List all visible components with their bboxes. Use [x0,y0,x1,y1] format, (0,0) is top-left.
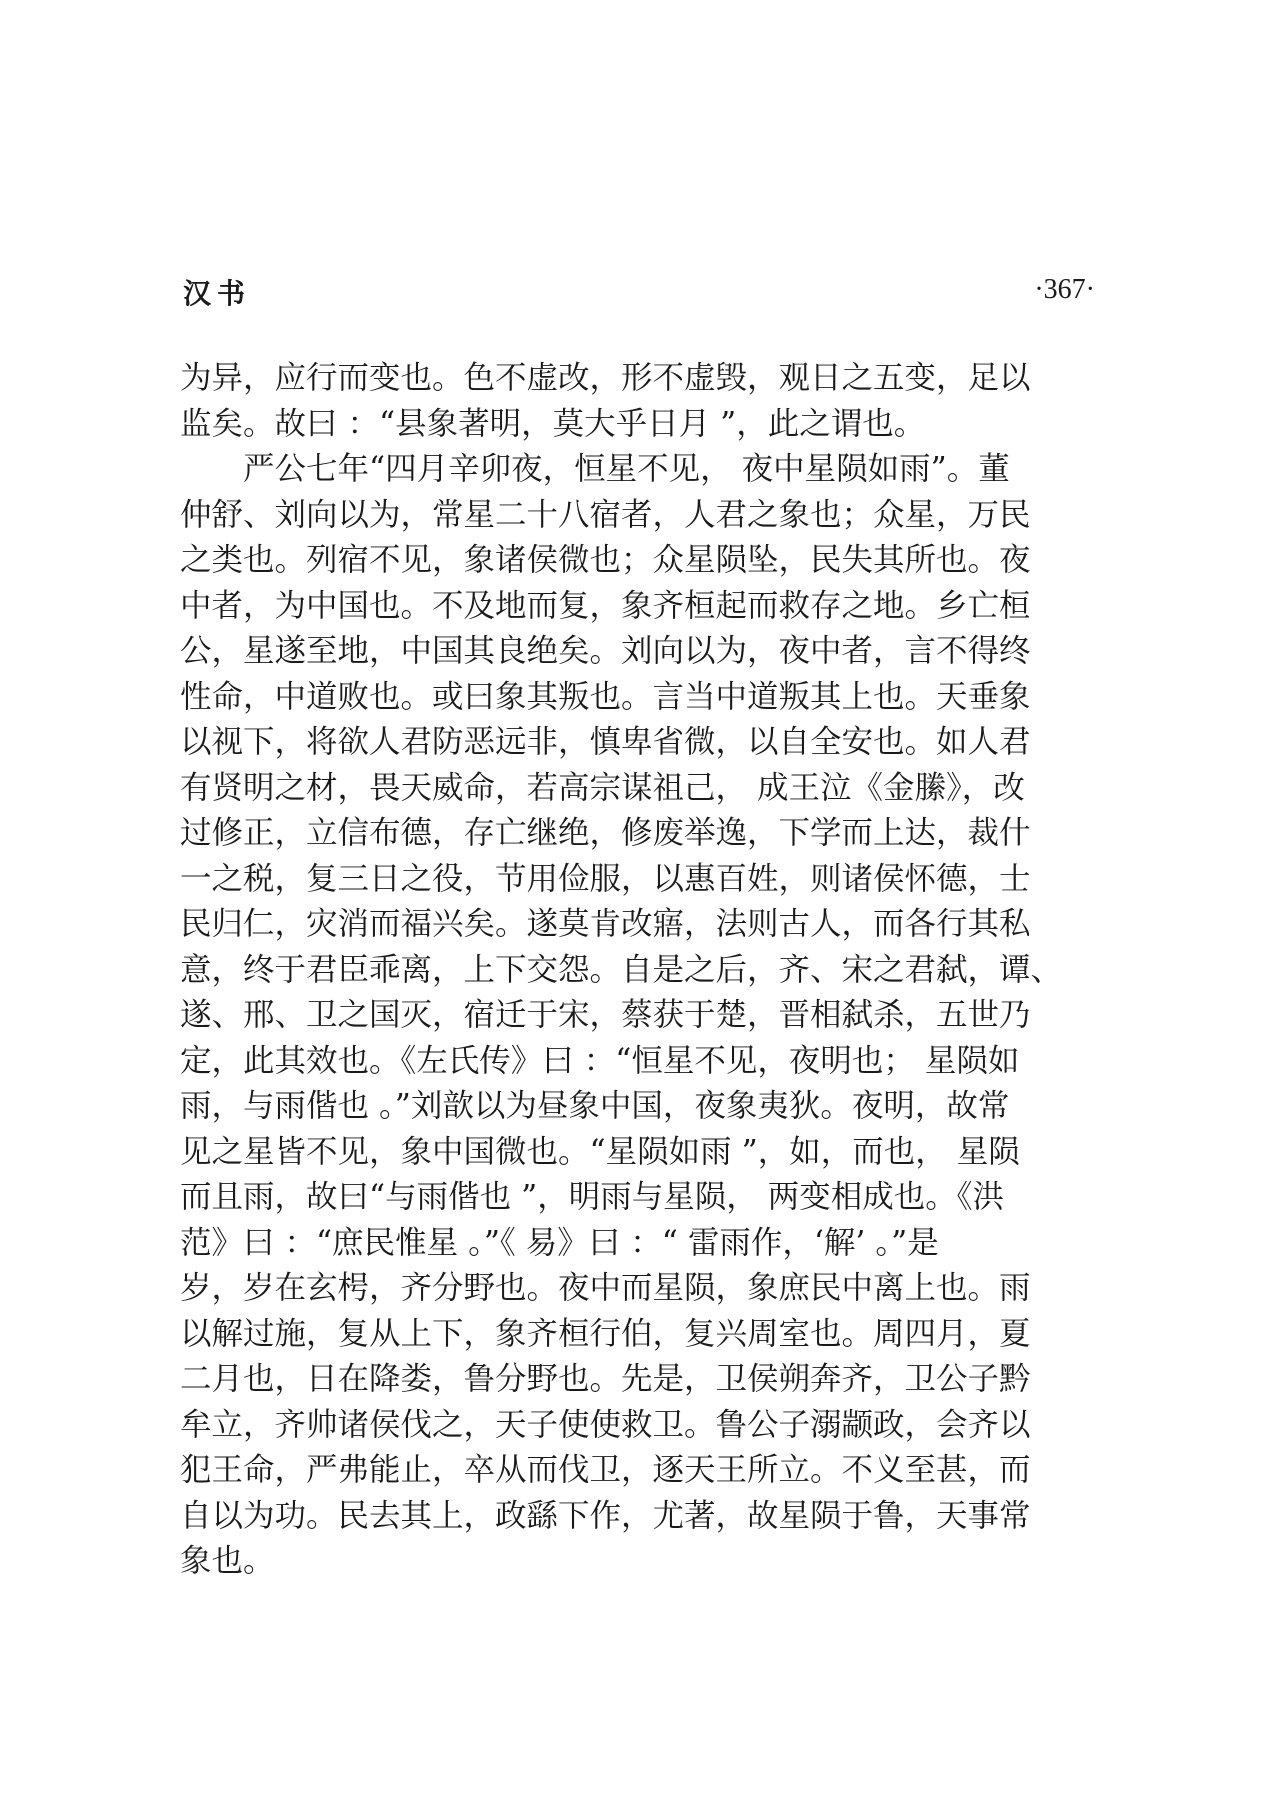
running-header [183,272,1095,312]
text-line: 遂、邢、卫之国灭，宿迁于宋，蔡获于楚，晋相弑杀，五世乃 [180,997,1031,1033]
body-text [180,356,1080,1585]
text-line: 象也。 [180,1543,275,1579]
text-line: 有贤明之材，畏天威命，若高宗谋祖己， 成王泣《金縢》，改 [180,769,1025,806]
text-line: 犯王命，严弗能止，卒从而伐卫，逐天王所立。不义至甚，而 [180,1452,1031,1488]
text-line: 雨，与雨偕也 。”刘歆以为昼象中国，夜象夷狄。夜明，故常 [180,1088,1010,1124]
text-line: 民归仁，灾消而福兴矣。遂莫肯改寤，法则古人，而各行其私 [180,906,1031,942]
text-line: 牟立，齐帅诸侯伐之，天子使使救卫。鲁公子溺颛政，会齐以 [180,1406,1031,1443]
text-line: 以视下，将欲人君防恶远非，慎卑省微，以自全安也。如人君 [180,724,1031,760]
text-line: 为异，应行而变也。色不虚改，形不虚毁，观日之五变，足以 [180,360,1031,396]
page-number: ·367· [1034,274,1095,305]
book-title: 汉书 [183,277,252,310]
text-line: 之类也。列宿不见，象诸侯微也；众星陨坠，民失其所也。夜 [180,542,1031,578]
text-line: 范》曰 ：“庶民惟星 。”《 易》曰 ：“ 雷雨作，‘解’ 。”是 [180,1224,939,1261]
text-line: 二月也，日在降娄，鲁分野也。先是，卫侯朔奔齐，卫公子黔 [180,1361,1031,1397]
text-line: 过修正，立信布德，存亡继绝，修废举逸，下学而上达，裁什 [180,815,1031,851]
text-line: 以解过施，复从上下，象齐桓行伯，复兴周室也。周四月，夏 [180,1315,1031,1352]
text-line: 中者，为中国也。不及地而复，象齐桓起而救存之地。乡亡桓 [180,587,1031,624]
text-line: 自以为功。民去其上，政繇下作，尤著，故星陨于鲁，天事常 [180,1497,1031,1534]
text-line: 监矣。故曰 ：“县象著明，莫大乎日月 ”，此之谓也。 [180,405,926,442]
text-line: 意，终于君臣乖离，上下交怨。自是之后，齐、宋之君弑，谭、 [180,951,1063,988]
text-line: 而且雨，故曰“与雨偕也 ”，明雨与星陨， 两变相成也。《洪 [180,1179,1004,1215]
text-line: 见之星皆不见，象中国微也。“星陨如雨 ”，如，而也， 星陨 [180,1133,1020,1170]
text-line: 仲舒、刘向以为，常星二十八宿者，人君之象也；众星，万民 [180,496,1031,533]
text-line: 一之税，复三日之役，节用俭服，以惠百姓，则诸侯怀德，士 [180,860,1031,897]
text-line: 公，星遂至地，中国其良绝矣。刘向以为，夜中者，言不得终 [180,633,1031,669]
text-line: 严公七年“四月辛卯夜，恒星不见， 夜中星陨如雨”。董 [180,451,1010,487]
text-line: 定，此其效也。《左氏传》曰 ：“恒星不见，夜明也； 星陨如 [180,1042,1020,1079]
text-line: 性命，中道败也。或曰象其叛也。言当中道叛其上也。天垂象 [180,678,1031,715]
text-line: 岁，岁在玄枵，齐分野也。夜中而星陨，象庶民中离上也。雨 [180,1270,1031,1306]
